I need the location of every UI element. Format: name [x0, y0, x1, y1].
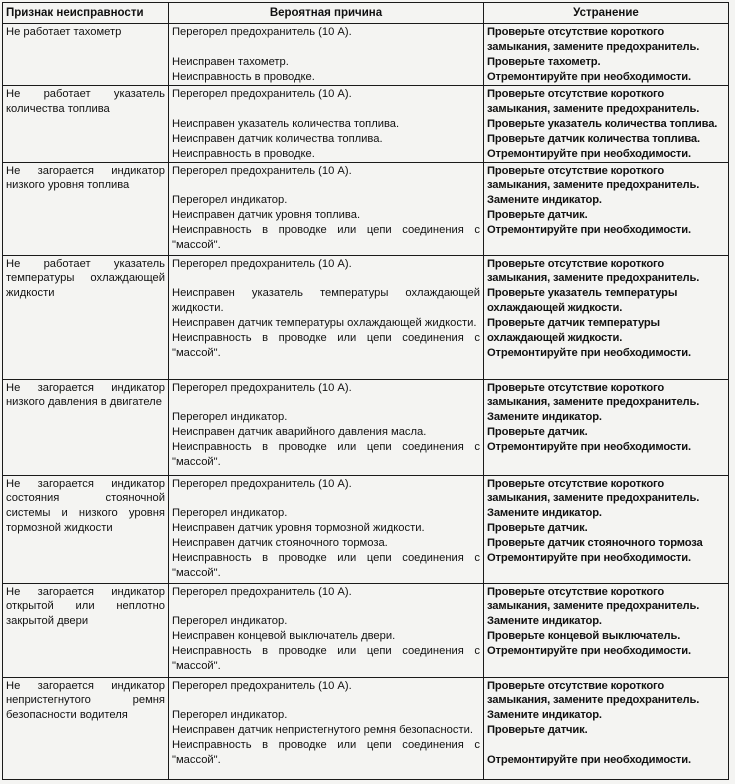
troubleshooting-table [2, 2, 729, 780]
cause-item: Неисправность в проводке или цепи соединения с "массой". [172, 645, 480, 673]
cause-item: Перегорел предохранитель (10 А). [172, 164, 352, 177]
symptom-cell: Не работает указатель количества топлива [3, 86, 169, 163]
table-row [3, 583, 729, 677]
header-cause: Вероятная причина [169, 3, 484, 24]
cause-cell [169, 24, 484, 86]
cause-item: Перегорел предохранитель (10 А). [172, 381, 352, 394]
remedy-item: Проверьте датчик. [487, 724, 588, 737]
table-row [3, 24, 729, 86]
cause-cell [169, 475, 484, 583]
remedy-item: Замените индикатор. [487, 615, 602, 628]
cause-item: Неисправен указатель количества топлива. [172, 117, 400, 130]
remedy-item: Проверьте отсутствие короткого замыкания, замените предохранитель. [487, 381, 700, 409]
remedy-item: Проверьте указатель температуры охлаждающей жидкости. [487, 287, 678, 315]
cause-cell [169, 86, 484, 163]
symptom-cell: Не загорается индикатор низкого уровня топлива [3, 162, 169, 255]
symptom-cell: Не загорается индикатор открытой или неплотно закрытой двери [3, 583, 169, 677]
remedy-item: Отремонтируйте при необходимости. [487, 346, 691, 359]
symptom-cell: Не работает тахометр [3, 24, 169, 86]
remedy-item: Проверьте указатель количества топлива. [487, 117, 718, 130]
table-row [3, 162, 729, 255]
remedy-item: Проверьте отсутствие короткого замыкания, замените предохранитель. [487, 164, 700, 192]
cause-cell [169, 255, 484, 379]
remedy-cell [484, 677, 729, 779]
remedy-item: Проверьте датчик температуры охлаждающей жидкости. [487, 317, 660, 345]
cause-cell [169, 379, 484, 475]
symptom-cell: Не работает указатель температуры охлаждающей жидкости [3, 255, 169, 379]
remedy-cell [484, 86, 729, 163]
cause-item: Перегорел индикатор. [172, 507, 288, 520]
remedy-item: Проверьте отсутствие короткого замыкания, замените предохранитель. [487, 477, 700, 505]
remedy-item: Проверьте отсутствие короткого замыкания, замените предохранитель. [487, 679, 700, 707]
cause-item: Неисправность в проводке. [172, 70, 315, 83]
cause-item: Неисправность в проводке или цепи соединения с "массой". [172, 332, 480, 359]
cause-item: Неисправность в проводке или цепи соединения с "массой". [172, 441, 480, 469]
remedy-item: Проверьте отсутствие короткого замыкания, замените предохранитель. [487, 26, 700, 53]
remedy-item: Проверьте отсутствие короткого замыкания, замените предохранитель. [487, 257, 700, 285]
cause-item: Перегорел предохранитель (10 А). [172, 26, 352, 38]
cause-item: Неисправен датчик уровня тормозной жидкости. [172, 522, 425, 535]
remedy-item: Проверьте датчик. [487, 209, 588, 222]
cause-item: Неисправность в проводке. [172, 147, 315, 160]
remedy-item: Отремонтируйте при необходимости. [487, 754, 691, 767]
table-row [3, 677, 729, 779]
cause-item: Перегорел индикатор. [172, 615, 288, 628]
cause-item: Неисправность в проводке или цепи соединения с "массой". [172, 552, 480, 579]
table-row [3, 86, 729, 163]
header-symptom: Признак неисправности [3, 3, 169, 24]
cause-item: Неисправен датчик стояночного тормоза. [172, 537, 388, 550]
header-remedy: Устранение [484, 3, 729, 24]
table-row [3, 475, 729, 583]
remedy-item: Проверьте тахометр. [487, 55, 601, 68]
remedy-item: Отремонтируйте при необходимости. [487, 147, 691, 160]
table-row [3, 255, 729, 379]
remedy-item: Проверьте датчик. [487, 522, 588, 535]
cause-item: Неисправен датчик количества топлива. [172, 132, 383, 145]
remedy-item: Отремонтируйте при необходимости. [487, 645, 691, 658]
remedy-cell [484, 475, 729, 583]
remedy-cell [484, 379, 729, 475]
cause-item: Перегорел предохранитель (10 А). [172, 679, 352, 692]
cause-item: Неисправен тахометр. [172, 55, 289, 68]
cause-item: Перегорел индикатор. [172, 709, 288, 722]
remedy-item: Проверьте отсутствие короткого замыкания, замените предохранитель. [487, 585, 700, 613]
remedy-item: Замените индикатор. [487, 194, 602, 207]
cause-item: Неисправен указатель температуры охлаждающей жидкости. [172, 287, 480, 315]
remedy-cell [484, 255, 729, 379]
symptom-cell: Не загорается индикатор непристегнутого ремня безопасности водителя [3, 677, 169, 779]
cause-cell [169, 162, 484, 255]
remedy-cell [484, 24, 729, 86]
cause-item: Неисправен датчик уровня топлива. [172, 209, 361, 222]
remedy-item: Отремонтируйте при необходимости. [487, 224, 691, 237]
cause-item: Неисправен концевой выключатель двери. [172, 630, 396, 643]
cause-cell [169, 677, 484, 779]
cause-item: Перегорел индикатор. [172, 411, 288, 424]
remedy-item: Отремонтируйте при необходимости. [487, 441, 691, 454]
cause-item: Неисправность в проводке или цепи соединения с "массой". [172, 739, 480, 767]
cause-item: Перегорел индикатор. [172, 194, 288, 207]
cause-item: Неисправен датчик температуры охлаждающей жидкости. [172, 317, 477, 330]
remedy-item: Замените индикатор. [487, 709, 602, 722]
remedy-item: Проверьте датчик. [487, 426, 588, 439]
symptom-cell: Не загорается индикатор состояния стояночной системы и низкого уровня тормозной жидкости [3, 475, 169, 583]
remedy-cell [484, 162, 729, 255]
remedy-cell [484, 583, 729, 677]
troubleshooting-page [2, 2, 729, 780]
table-row [3, 379, 729, 475]
remedy-item: Отремонтируйте при необходимости. [487, 70, 691, 83]
remedy-item: Проверьте датчик стояночного тормоза [487, 537, 703, 550]
cause-item: Перегорел предохранитель (10 А). [172, 585, 352, 598]
remedy-item: Проверьте концевой выключатель. [487, 630, 681, 643]
cause-cell [169, 583, 484, 677]
cause-item: Неисправность в проводке или цепи соединения с "массой". [172, 224, 480, 252]
cause-item: Неисправен датчик аварийного давления масла. [172, 426, 427, 439]
header-row [3, 3, 729, 24]
remedy-item: Проверьте отсутствие короткого замыкания, замените предохранитель. [487, 88, 700, 115]
symptom-cell: Не загорается индикатор низкого давления в двигателе [3, 379, 169, 475]
remedy-item: Замените индикатор. [487, 411, 602, 424]
remedy-item: Замените индикатор. [487, 507, 602, 520]
remedy-item: Проверьте датчик количества топлива. [487, 132, 700, 145]
cause-item: Неисправен датчик непристегнутого ремня безопасности. [172, 724, 473, 737]
cause-item: Перегорел предохранитель (10 А). [172, 88, 352, 100]
cause-item: Перегорел предохранитель (10 А). [172, 257, 352, 270]
remedy-item: Отремонтируйте при необходимости. [487, 552, 691, 565]
cause-item: Перегорел предохранитель (10 А). [172, 477, 352, 490]
